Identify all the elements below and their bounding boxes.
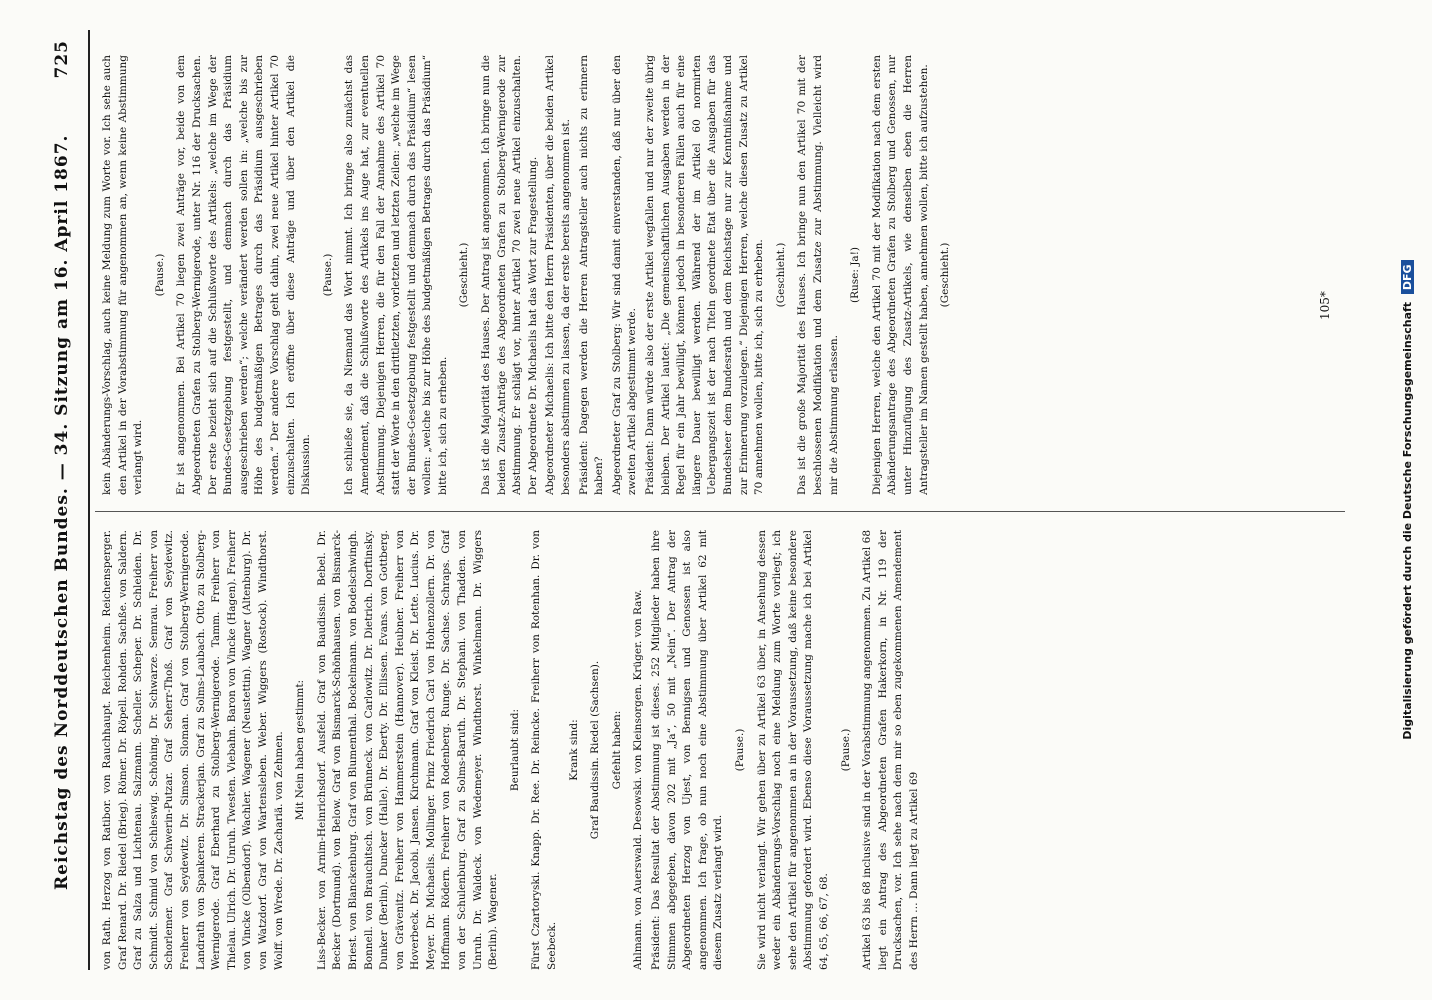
left-column [100, 530, 1340, 970]
signature-mark: 105* [1318, 291, 1332, 320]
stage-direction: (Ruse: Ja!) [849, 246, 862, 304]
paragraph: von Rath. Herzog von Ratibor. von Rauchhaupt. Reichenheim. Reichensperger. Graf Renard. Dr. Riedel (Brieg). Römer. Dr. Röpell. Rohden. Sachße. von Saldern. Graf zu Salza und Lichtenau. Salzmann. Scheller. Scheper. Dr. Schleiden. Dr. Schmidt. Schmid von Schleswig. Schöning. Dr. Schwarze. Semrau. Freiherr von Schorlemer. Graf Schwerin-Putzar. Graf Seherr-Thoß. Graf von Seydewitz. Freiherr von Seydewitz. Dr. Simson. Sloman. Graf von Stolberg-Wernigerode. Landrath von Spankeren. Strackerjan. Graf zu Solms-Laubach. Otto zu Stolberg-Wernigerode. Graf Eberhard zu Stolberg-Wernigerode. Tamm. Freiherr von Thielau. Ulrich. Dr. Unruh. Twesten. Viebahn. Baron von Vincke (Hagen). Freiherr von Vincke (Olbendorf). Wachler. Wagener (Neustettin). Wagner (Altenburg). Dr. von Watzdorf. Graf von Wartensleben. Weber. Wiggers (Rostock). Windthorst. Wolff. von Wrede. Dr. Zachariä. von Zehmen. [101, 530, 285, 970]
funding-credit [1401, 10, 1419, 990]
paragraph: Diejenigen Herren, welche den Artikel 70 mit der Modifikation nach dem ersten Abänderungsantrage des Abgeordneten Grafen zu Stolberg und Genossen, nur unter Hinzufügung des Zusatz-Artikels, wie denselben eben die Herren Antragsteller im Namen gestellt haben, annehmen wollen, bitte ich aufzustehen. [870, 55, 930, 495]
paragraph: Das ist die große Majorität des Hauses. Ich bringe nun den Artikel 70 mit der beschlossenen Modifikation und dem Zusatze zur Abstimmung. Vielleicht wird mir die Abstimmung erlassen. [796, 55, 840, 495]
paragraph: Ahlmann. von Auerswald. Desowski. von Kleinsorgen. Krüger. von Raw. [632, 589, 645, 970]
stage-direction: (Geschieht.) [774, 242, 787, 308]
paragraph: Graf Baudissin. Riedel (Sachsen). [589, 660, 602, 840]
paragraph: Liss-Becker. von Arnim-Heinrichsdorf. Ausfeld. Graf von Baudissin. Bebel. Dr. Becker (Dortmund). von Below. Graf von Bismarck-Schönhausen. von Bismarck-Briest. von Blanckenburg. Graf von Blumenthal. Bockelmann. von Bodelschwingh. Bonnell. von Brauchitsch. von Brünneck. von Carlowitz. Dr. Dietrich. Dorftinsky. Dunker (Berlin). Duncker (Halle). Dr. Eberty. Dr. Ellissen. Evans. von Gottberg. von Grävenitz. Freiherr von Hammerstein (Hannover). Heubner. Freiherr von Hoverbeck. Dr. Jacobi. Jansen. Kirchmann. Graf von Kleist. Dr. Lette. Lucius. Dr. Meyer. Dr. Michaelis. Mollinger. Prinz Friedrich Carl von Hohenzollern. Dr. von Hoffmann. Rödern. Freiherr von Rodenberg. Runge. Dr. Sachse. Schraps. Graf von der Schulenburg. Graf zu Solms-Baruth. Dr. Stephani. von Thadden. von Unruh. Dr. Waldeck. von Wedemeyer. Windthorst. Winkelmann. Dr. Wiggers (Berlin). Wagener. [315, 530, 500, 970]
stage-direction: (Geschieht.) [458, 242, 471, 308]
column-divider [95, 511, 1345, 512]
stage-direction: (Pause.) [321, 253, 334, 297]
page-header [50, 40, 80, 960]
paragraph: Präsident: Dagegen werden die Herren Antragsteller auch nichts zu erinnern haben? [577, 55, 606, 495]
paragraph: Präsident: Das Resultat der Abstimmung ist dieses. 252 Mitglieder haben ihre Stimmen abgegeben, davon 202 mit „Ja“, 50 mit „Nein“. Der Antrag der Abgeordneten Herzog von Ujest, von Bennigsen und Genossen ist also angenommen. Ich frage, ob nun noch eine Abstimmung über Artikel 62 mit diesem Zusatz verlangt wird. [650, 530, 725, 970]
stage-direction: (Pause.) [839, 728, 852, 772]
paragraph: Das ist die Majorität des Hauses. Der Antrag ist angenommen. Ich bringe nun die beiden Zusatz-Anträge des Abgeordneten Grafen zu Stolberg-Wernigerode zur Abstimmung. Er schlägt vor, hinter Artikel 70 zwei neue Artikel einzuschalten. Der Abgeordnete Dr. Michaelis hat das Wort zur Fragestellung. [480, 55, 539, 495]
dfg-logo: DFG [1401, 260, 1414, 294]
header-rule [88, 30, 90, 970]
paragraph: Sie wird nicht verlangt. Wir gehen über zu Artikel 63 über, in Ansehung dessen weder ein Abänderungs-Vorschlag noch eine Meldung zum Worte vorliegt; ich sehe den Artikel für angenommen an in der Voraussetzung, daß keine besondere Abstimmung gefordert wird. Ebenso diese Voraussetzung mache ich bei Artikel 64, 65, 66, 67, 68. [755, 530, 830, 970]
paragraph: Er ist angenommen. Bei Artikel 70 liegen zwei Anträge vor, beide von dem Abgeordneten Grafen zu Stolberg-Wernigerode, unter Nr. 116 der Drucksachen. Der erste bezieht sich auf die Schlußworte des Artikels: „welche im Wege der Bundes-Gesetzgebung festgestellt, und demnach durch das Präsidium ausgeschrieben werden“; welche verändert werden sollen in: „welche bis zur Höhe des budgetmäßigen Betrages durch das Präsidium ausgeschrieben werden.“ Der andere Vorschlag geht dahin, zwei neue Artikel hinter Artikel 70 einzuschalten. Ich eröffne über diese Anträge und über den Artikel die Diskussion. [175, 55, 313, 495]
section-heading: Beurlaubt sind: [508, 708, 521, 792]
section-heading: Krank sind: [567, 719, 580, 781]
section-heading: Mit Nein haben gestimmt: [294, 679, 307, 821]
section-heading: Gefehlt haben: [610, 710, 623, 790]
paragraph: Artikel 63 bis 68 inclusive sind in der Vorabstimmung angenommen. Zu Artikel 68 liegt ein Antrag des Abgeordneten Grafen Hakerkorn, in Nr. 119 der Drucksachen, vor. Ich sehe nach dem mir so eben zugekommenen Amendement des Herrn … Dann liegt zu Artikel 69 [861, 530, 920, 970]
funding-credit-text: Digitalisierung gefördert durch die Deutsche Forschungsgemeinschaft [1401, 301, 1414, 740]
right-column [100, 55, 1340, 495]
stage-direction: (Pause.) [733, 728, 746, 772]
paragraph: Abgeordneter Michaelis: Ich bitte den Herrn Präsidenten, über die beiden Artikel besonders abstimmen zu lassen, da der erste bereits angenommen ist. [544, 55, 573, 495]
paragraph: Präsident: Dann würde also der erste Artikel wegfallen und nur der zweite übrig bleiben. Der Artikel lautet: „Die gemeinschaftlichen Ausgaben werden in der Regel für ein Jahr bewilligt, können jedoch in besonderen Fällen auch für eine längere Dauer bewilligt werden. Während der im Artikel 60 normirten Uebergangszeit ist der nach Titeln geordnete Etat über die Ausgaben für das Bundesheer dem Bundesrath und dem Reichstage nur zur Kenntnißnahme und zur Erinnerung vorzulegen.“ Diejenigen Herren, welche diesen Zusatz zu Artikel 70 annehmen wollen, bitte ich, sich zu erheben. [644, 55, 766, 495]
paragraph: Abgeordneter Graf zu Stolberg: Wir sind damit einverstanden, daß nur über den zweiten Artikel abgestimmt werde. [610, 55, 639, 495]
page-number: 725 [52, 40, 72, 79]
stage-direction: (Geschieht.) [939, 242, 952, 308]
paragraph: Fürst Czartoryski. Knapp. Dr. Ree. Dr. Reincke. Freiherr von Rotenhan. Dr. von Seebeck. [530, 530, 559, 970]
stage-direction: (Pause.) [153, 253, 166, 297]
running-head: Reichstag des Norddeutschen Bundes. — 34. Sitzung am 16. April 1867. [52, 134, 72, 890]
paragraph: Ich schließe sie, da Niemand das Wort nimmt. Ich bringe also zunächst das Amendement, daß die Schlußworte des Artikels ins Auge hat, zur eventuellen Abstimmung. Diejenigen Herren, die für den Fall der Annahme des Artikel 70 statt der Worte in den drittletzten, vorletzten und letzten Zeilen: „welche im Wege der Bundes-Gesetzgebung festgestellt und demnach durch das Präsidium“ lesen wollen: „welche bis zur Höhe des budgetmäßigen Betrages durch das Präsidium“ bitte ich, sich zu erheben. [343, 55, 449, 495]
paragraph: kein Abänderungs-Vorschlag, auch keine Meldung zum Worte vor. Ich sehe auch den Artikel in der Vorabstimmung für angenommen an, wenn keine Abstimmung verlangt wird. [101, 55, 145, 495]
